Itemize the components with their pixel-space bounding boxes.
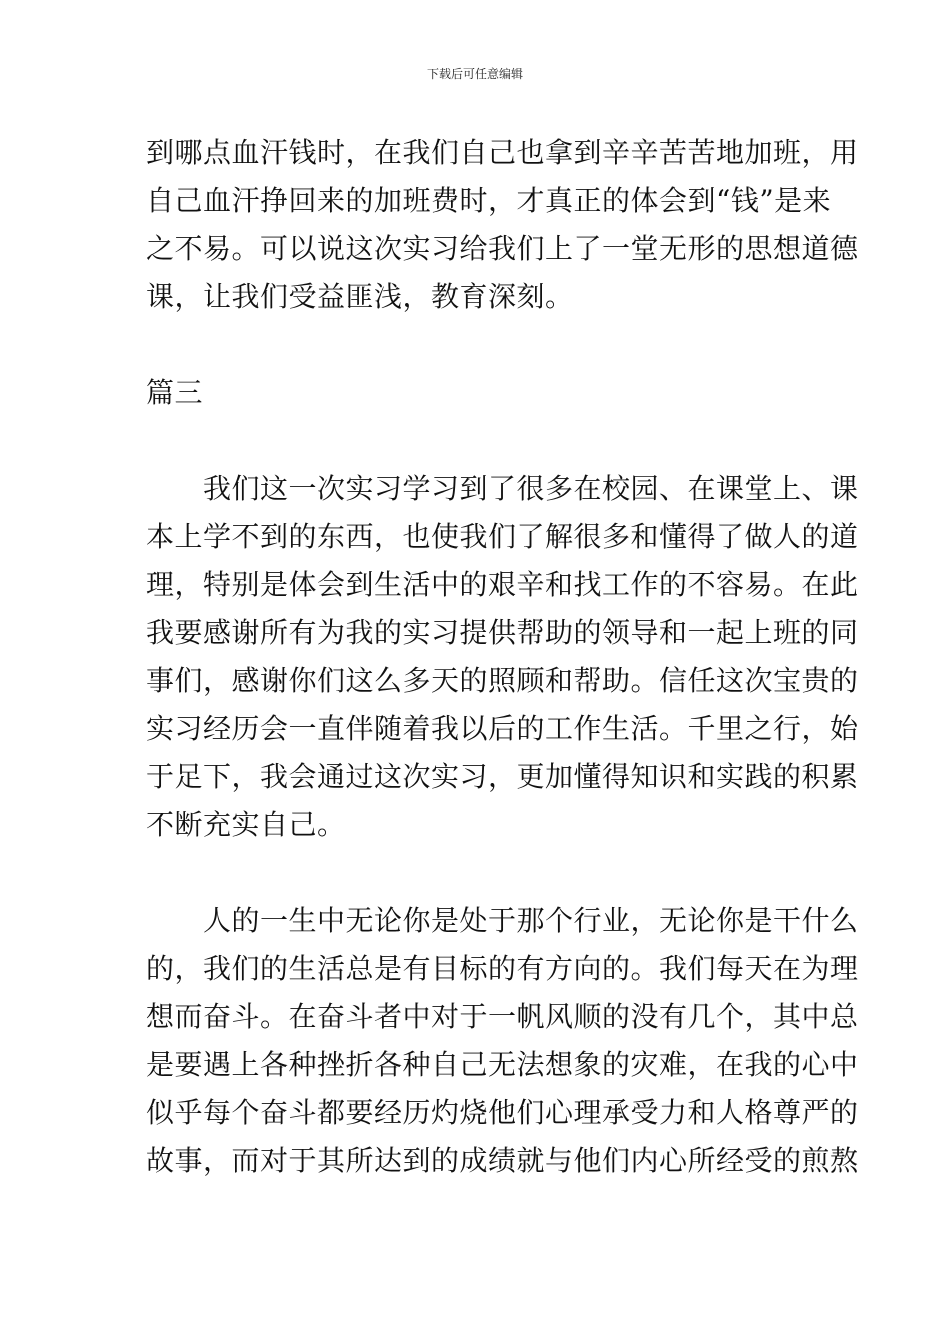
section-title: 篇三 <box>146 376 204 409</box>
text-line: 本上学不到的东西，也使我们了解很多和懂得了做人的道 <box>146 520 859 553</box>
text-line: 事们，感谢你们这么多天的照顾和帮助。信任这次宝贵的 <box>146 664 859 697</box>
text-line: 课，让我们受益匪浅，教育深刻。 <box>146 280 574 313</box>
text-line: 于足下，我会通过这次实习，更加懂得知识和实践的积累 <box>146 760 859 793</box>
text-line: 故事，而对于其所达到的成绩就与他们内心所经受的煎熬 <box>146 1144 859 1177</box>
text-line: 实习经历会一直伴随着我以后的工作生活。千里之行，始 <box>146 712 859 745</box>
text-line: 之不易。可以说这次实习给我们上了一堂无形的思想道德 <box>146 232 859 265</box>
text-line: 我要感谢所有为我的实习提供帮助的领导和一起上班的同 <box>146 616 859 649</box>
paragraph-continuation <box>146 129 859 321</box>
text-line: 自己血汗挣回来的加班费时，才真正的体会到“钱”是来 <box>146 184 832 217</box>
text-line: 不断充实自己。 <box>146 808 346 841</box>
document-body <box>146 129 859 1185</box>
page-header: 下载后可任意编辑 <box>426 67 523 81</box>
text-line: 理，特别是体会到生活中的艰辛和找工作的不容易。在此 <box>146 568 859 601</box>
paragraph <box>146 897 859 1185</box>
text-line: 似乎每个奋斗都要经历灼烧他们心理承受力和人格尊严的 <box>146 1096 859 1129</box>
text-line: 是要遇上各种挫折各种自己无法想象的灾难，在我的心中 <box>146 1048 859 1081</box>
text-line: 到哪点血汗钱时，在我们自己也拿到辛辛苦苦地加班，用 <box>146 136 859 169</box>
section-heading <box>146 369 816 417</box>
text-line: 的，我们的生活总是有目标的有方向的。我们每天在为理 <box>146 952 859 985</box>
paragraph <box>146 465 859 849</box>
text-line: 想而奋斗。在奋斗者中对于一帆风顺的没有几个，其中总 <box>146 1000 859 1033</box>
text-line: 我们这一次实习学习到了很多在校园、在课堂上、课 <box>146 472 859 505</box>
text-line: 人的一生中无论你是处于那个行业，无论你是干什么 <box>146 904 859 937</box>
